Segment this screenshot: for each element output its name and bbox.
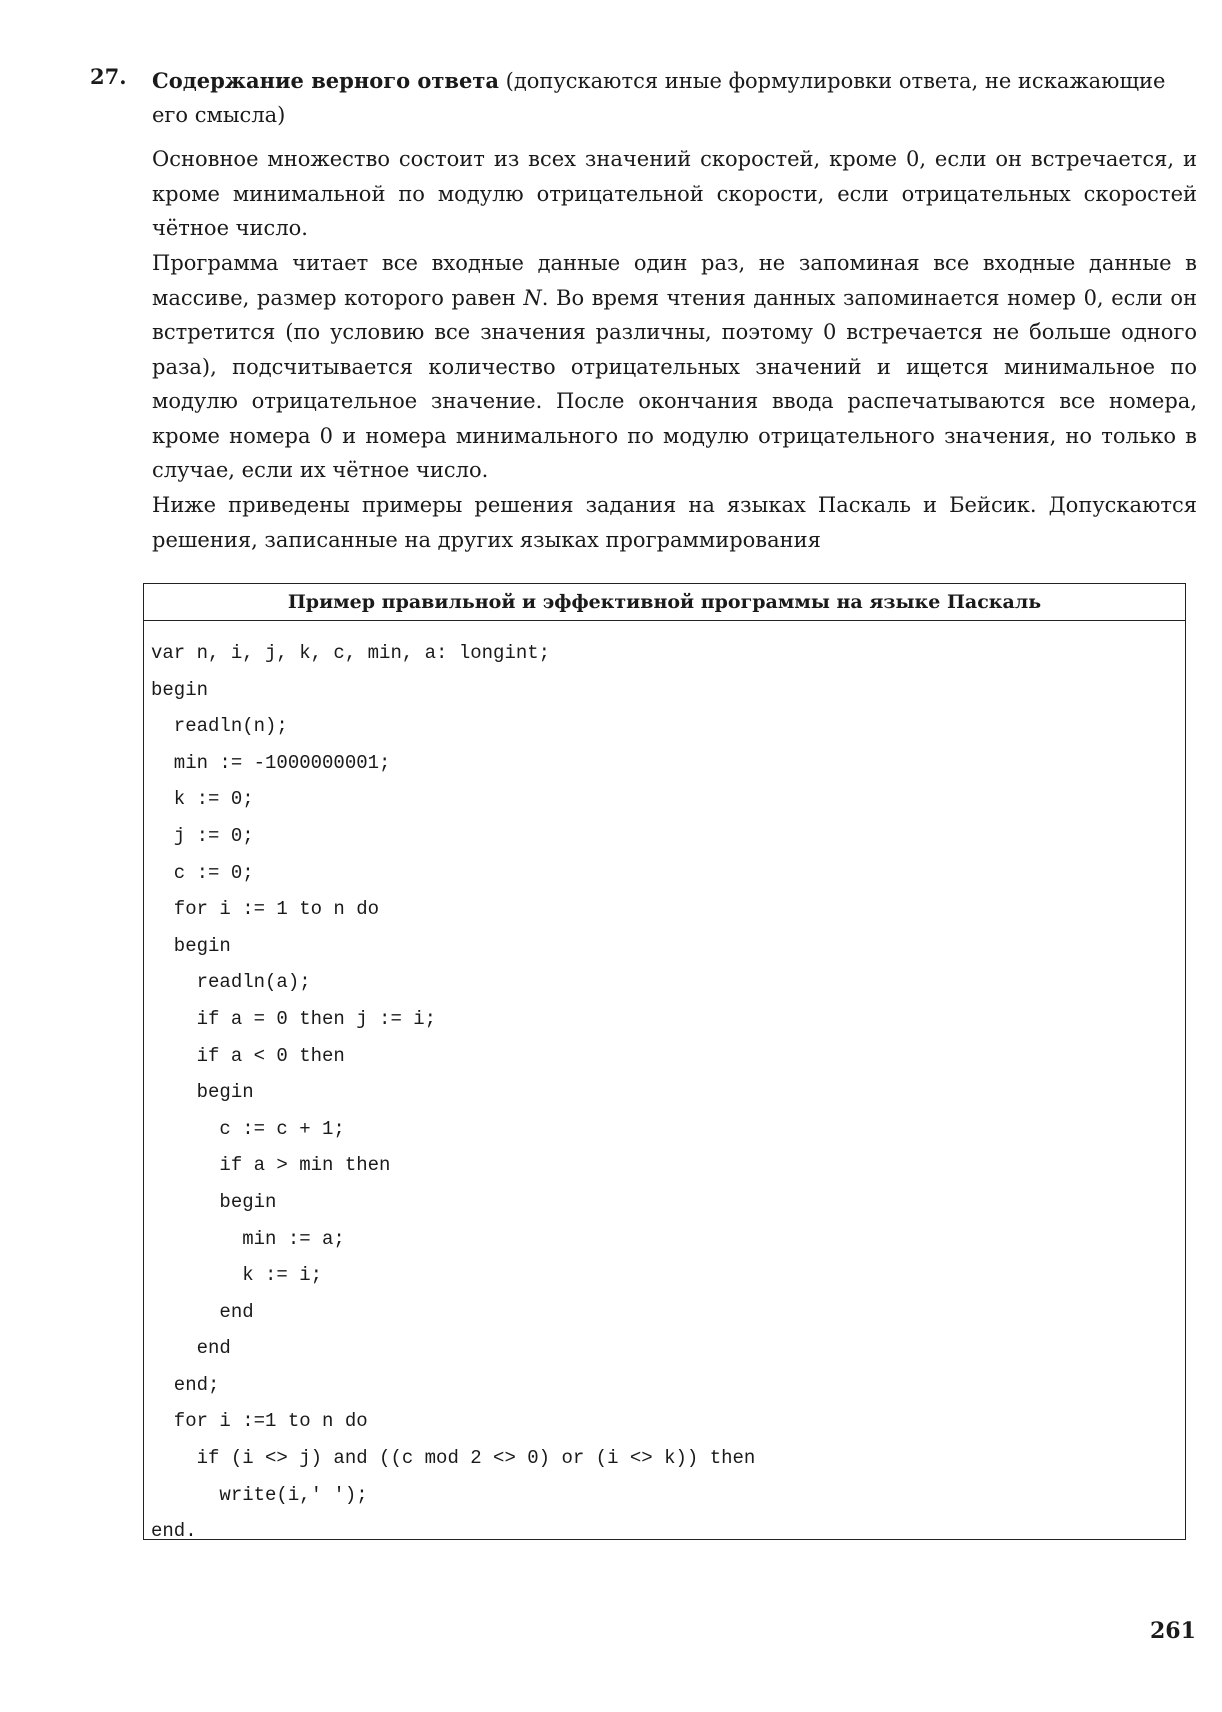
code-line: end; [151, 1373, 220, 1396]
paragraph-program-description [152, 246, 1197, 488]
code-line: end [151, 1300, 254, 1323]
code-line: readln(a); [151, 971, 311, 994]
code-line: begin [151, 678, 209, 701]
paragraph-examples-intro: Ниже приведены примеры решения задания на языках Паскаль и Бейсик. Допускаются решения, записанные на других языках программирования [152, 493, 1197, 552]
code-line: if a < 0 then [151, 1044, 345, 1067]
code-line: if a = 0 then j := i; [151, 1007, 437, 1030]
page-number: 261 [1150, 1618, 1196, 1644]
code-line: c := 0; [151, 861, 254, 884]
heading-rest: (допускаются иные формулировки ответа, не искажающие его смысла) [152, 69, 1166, 127]
code-body [144, 621, 1185, 1550]
code-line: begin [151, 1081, 254, 1104]
code-line: if (i <> j) and ((c mod 2 <> 0) or (i <> k)) then [151, 1447, 756, 1470]
code-line: begin [151, 1190, 277, 1213]
code-line: write(i,' '); [151, 1483, 368, 1506]
code-line: c := c + 1; [151, 1117, 345, 1140]
code-box [143, 583, 1186, 1543]
p2-before: Программа читает все входные данные один раз, не запоминая все входные данные в массиве, размер которого равен [152, 251, 1197, 310]
code-line: k := 0; [151, 788, 254, 811]
code-line: k := i; [151, 1264, 323, 1287]
code-line: for i :=1 to n do [151, 1410, 368, 1433]
code-line: j := 0; [151, 824, 254, 847]
code-line: end. [151, 1520, 197, 1543]
p2-after: . Во время чтения данных запоминается номер 0, если он встретится (по условию все значения различны, поэтому 0 встречается не больше одного раза), подсчитывается количество отрицательных значений и ищется минимальное по модулю отрицательное значение. После окончания ввода распечатываются все номера, кроме номера 0 и номера минимального по модулю отрицательного значения, но только в случае, если их чётное число. [152, 285, 1197, 482]
code-line: min := -1000000001; [151, 751, 391, 774]
code-line: if a > min then [151, 1154, 391, 1177]
question-number: 27. [90, 64, 127, 89]
question-heading [152, 64, 1197, 132]
code-line: var n, i, j, k, c, min, a: longint; [151, 642, 551, 664]
heading-bold: Содержание верного ответа [152, 68, 499, 93]
paragraph-main-set: Основное множество состоит из всех значений скоростей, кроме 0, если он встречается, и кроме минимальной по модулю отрицательной скорости, если отрицательных скоростей чётное число. [152, 147, 1197, 240]
code-line: readln(n); [151, 715, 288, 738]
code-line: min := a; [151, 1227, 345, 1250]
code-box-title: Пример правильной и эффективной программы на языке Паскаль [144, 584, 1185, 621]
code-line: end [151, 1337, 231, 1360]
code-line: begin [151, 934, 231, 957]
p2-variable: N [523, 285, 542, 310]
code-line: for i := 1 to n do [151, 898, 380, 921]
